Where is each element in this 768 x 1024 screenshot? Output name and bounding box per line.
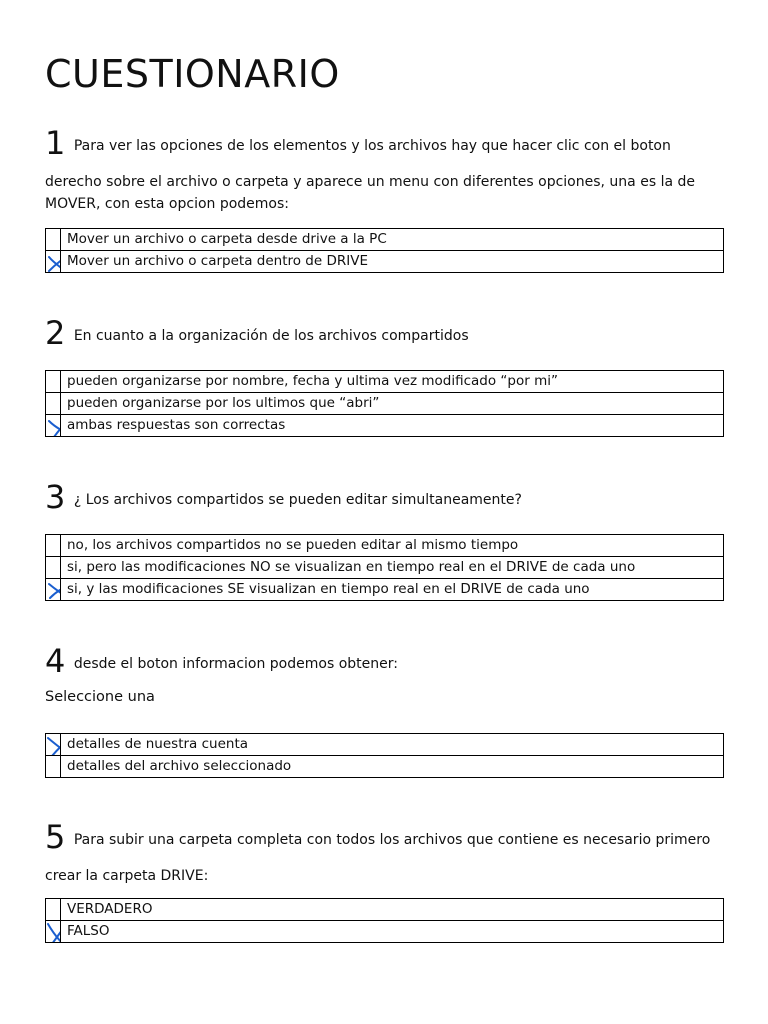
answer-checkbox[interactable] bbox=[46, 371, 61, 393]
question-5 bbox=[45, 818, 735, 887]
answer-label: ambas respuestas son correctas bbox=[61, 415, 724, 437]
question-text-continued: crear la carpeta DRIVE: bbox=[45, 868, 209, 884]
answer-checkbox[interactable] bbox=[46, 899, 61, 921]
answer-option[interactable] bbox=[46, 535, 724, 557]
question-text: En cuanto a la organización de los archivos compartidos bbox=[73, 328, 469, 344]
answer-table-5 bbox=[45, 898, 724, 943]
question-1 bbox=[45, 124, 735, 215]
answer-option[interactable] bbox=[46, 229, 724, 251]
handwritten-check-mark-icon bbox=[46, 415, 61, 437]
answer-checkbox[interactable] bbox=[46, 756, 61, 778]
answer-checkbox[interactable] bbox=[46, 557, 61, 579]
answer-label: si, y las modificaciones SE visualizan en tiempo real en el DRIVE de cada uno bbox=[61, 579, 724, 601]
question-number: 1 bbox=[45, 124, 66, 162]
question-2 bbox=[45, 314, 735, 352]
question-number: 5 bbox=[45, 818, 66, 856]
question-number: 4 bbox=[45, 642, 66, 680]
answer-label: Mover un archivo o carpeta dentro de DRIVE bbox=[61, 251, 724, 273]
answer-option[interactable] bbox=[46, 579, 724, 601]
answer-label: VERDADERO bbox=[61, 899, 724, 921]
answer-option[interactable] bbox=[46, 756, 724, 778]
answer-checkbox[interactable] bbox=[46, 415, 61, 437]
answer-option[interactable] bbox=[46, 251, 724, 273]
instruction-text: Seleccione una bbox=[45, 689, 155, 705]
question-text-continued: derecho sobre el archivo o carpeta y aparece un menu con diferentes opciones, una es la de bbox=[45, 174, 695, 190]
handwritten-check-mark-icon bbox=[46, 921, 61, 943]
question-number: 2 bbox=[45, 314, 66, 352]
handwritten-check-mark-icon bbox=[46, 734, 61, 756]
question-4 bbox=[45, 642, 735, 705]
answer-checkbox[interactable] bbox=[46, 393, 61, 415]
answer-checkbox[interactable] bbox=[46, 579, 61, 601]
answer-checkbox[interactable] bbox=[46, 734, 61, 756]
answer-option[interactable] bbox=[46, 921, 724, 943]
answer-checkbox[interactable] bbox=[46, 535, 61, 557]
answer-label: FALSO bbox=[61, 921, 724, 943]
question-number: 3 bbox=[45, 478, 66, 516]
answer-table-3 bbox=[45, 534, 724, 601]
question-text: Para ver las opciones de los elementos y los archivos hay que hacer clic con el boton bbox=[73, 138, 671, 154]
answer-option[interactable] bbox=[46, 557, 724, 579]
handwritten-check-mark-icon bbox=[46, 251, 61, 273]
answer-label: detalles de nuestra cuenta bbox=[61, 734, 724, 756]
question-text-continued: MOVER, con esta opcion podemos: bbox=[45, 196, 290, 212]
answer-checkbox[interactable] bbox=[46, 251, 61, 273]
answer-label: si, pero las modificaciones NO se visualizan en tiempo real en el DRIVE de cada uno bbox=[61, 557, 724, 579]
answer-table-1 bbox=[45, 228, 724, 273]
answer-label: no, los archivos compartidos no se pueden editar al mismo tiempo bbox=[61, 535, 724, 557]
handwritten-check-mark-icon bbox=[46, 579, 61, 601]
answer-table-4 bbox=[45, 733, 724, 778]
answer-label: pueden organizarse por nombre, fecha y ultima vez modificado “por mi” bbox=[61, 371, 724, 393]
answer-label: pueden organizarse por los ultimos que “abri” bbox=[61, 393, 724, 415]
answer-label: detalles del archivo seleccionado bbox=[61, 756, 724, 778]
question-text: desde el boton informacion podemos obtener: bbox=[73, 656, 398, 672]
answer-option[interactable] bbox=[46, 371, 724, 393]
answer-label: Mover un archivo o carpeta desde drive a la PC bbox=[61, 229, 724, 251]
answer-table-2 bbox=[45, 370, 724, 437]
question-3 bbox=[45, 478, 735, 516]
question-text: Para subir una carpeta completa con todos los archivos que contiene es necesario primero bbox=[73, 832, 711, 848]
answer-option[interactable] bbox=[46, 415, 724, 437]
answer-option[interactable] bbox=[46, 393, 724, 415]
question-text: ¿ Los archivos compartidos se pueden editar simultaneamente? bbox=[73, 492, 522, 508]
answer-option[interactable] bbox=[46, 899, 724, 921]
answer-checkbox[interactable] bbox=[46, 229, 61, 251]
page-title: CUESTIONARIO bbox=[45, 52, 340, 96]
answer-option[interactable] bbox=[46, 734, 724, 756]
answer-checkbox[interactable] bbox=[46, 921, 61, 943]
